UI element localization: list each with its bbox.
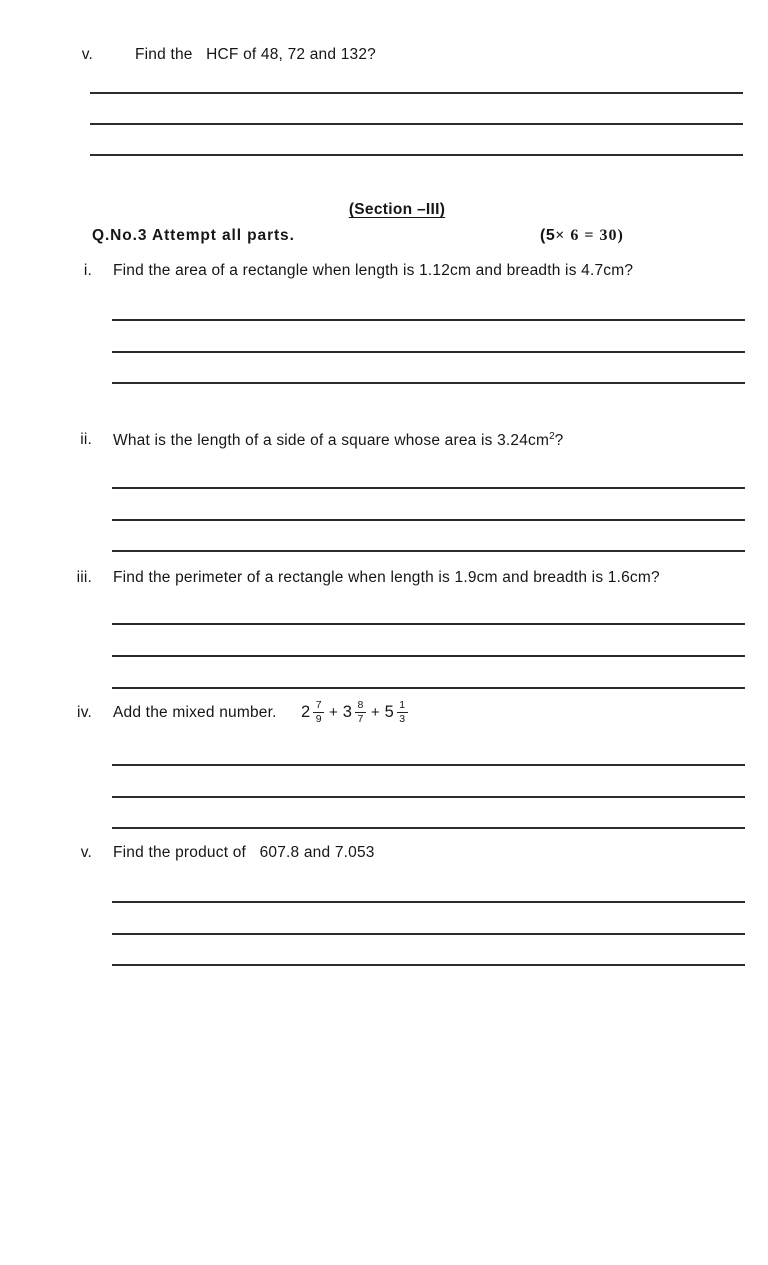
plus-operator: + [329,704,338,722]
fraction-denominator: 3 [399,713,406,726]
answer-line [112,655,745,657]
q3-heading: Q.No.3 Attempt all parts. [92,227,295,244]
fraction [397,699,408,726]
whole-number: 5 [384,703,394,722]
answer-line [112,964,745,966]
whole-number: 2 [301,703,311,722]
question-text-main: What is the length of a side of a square whose area is 3.24cm [113,432,550,450]
answer-line [112,901,745,903]
q3-marks [540,227,624,245]
fraction-numerator: 8 [355,699,366,713]
answer-line [112,827,745,829]
question-text: Find the area of a rectangle when length is 1.12cm and breadth is 4.7cm? [113,262,634,279]
answer-line [112,519,745,521]
question-row-iii [0,569,768,593]
question-number: v. [81,46,93,63]
superscript-2: 2 [549,431,555,442]
answer-line [112,687,745,689]
answer-line [90,92,743,94]
plus-operator: + [370,704,380,722]
question-text: Find the HCF of 48, 72 and 132? [135,46,376,63]
question-number: ii. [80,431,92,448]
answer-line [112,351,745,353]
answer-line [90,154,743,156]
question-number: iv. [77,704,92,721]
question-text: Add the mixed number. [113,704,277,721]
answer-line [112,796,745,798]
answer-line [112,319,745,321]
question-row-i [0,262,768,286]
answer-line [112,623,745,625]
whole-number: 3 [342,703,352,722]
question-row-iv [0,699,768,728]
question-row-v [0,844,768,868]
question-row-hcf [0,46,768,70]
question-number: v. [80,844,92,861]
fraction-numerator: 7 [313,699,324,713]
question-text: Find the perimeter of a rectangle when length is 1.9cm and breadth is 1.6cm? [113,569,660,586]
question-text-tail: ? [554,432,564,450]
answer-line [112,933,745,935]
answer-line [112,382,745,384]
section-title: (Section –III) [348,201,446,218]
question-number: iii. [76,569,92,586]
answer-line [112,764,745,766]
fraction-denominator: 7 [357,713,364,726]
q3-marks-math: × 6 = 30) [555,227,624,244]
answer-line [112,487,745,489]
fraction-numerator: 1 [397,699,408,713]
answer-line [112,550,745,552]
fraction [355,699,366,726]
mixed-number-expression [301,699,408,726]
fraction [313,699,324,726]
question-text: Find the product of 607.8 and 7.053 [113,844,375,861]
fraction-denominator: 9 [315,713,322,726]
question-text [113,431,564,450]
answer-line [90,123,743,125]
question-row-ii [0,431,768,455]
question-number: i. [83,262,92,279]
q3-heading-row [0,227,768,251]
q3-marks-prefix: (5 [540,227,556,244]
